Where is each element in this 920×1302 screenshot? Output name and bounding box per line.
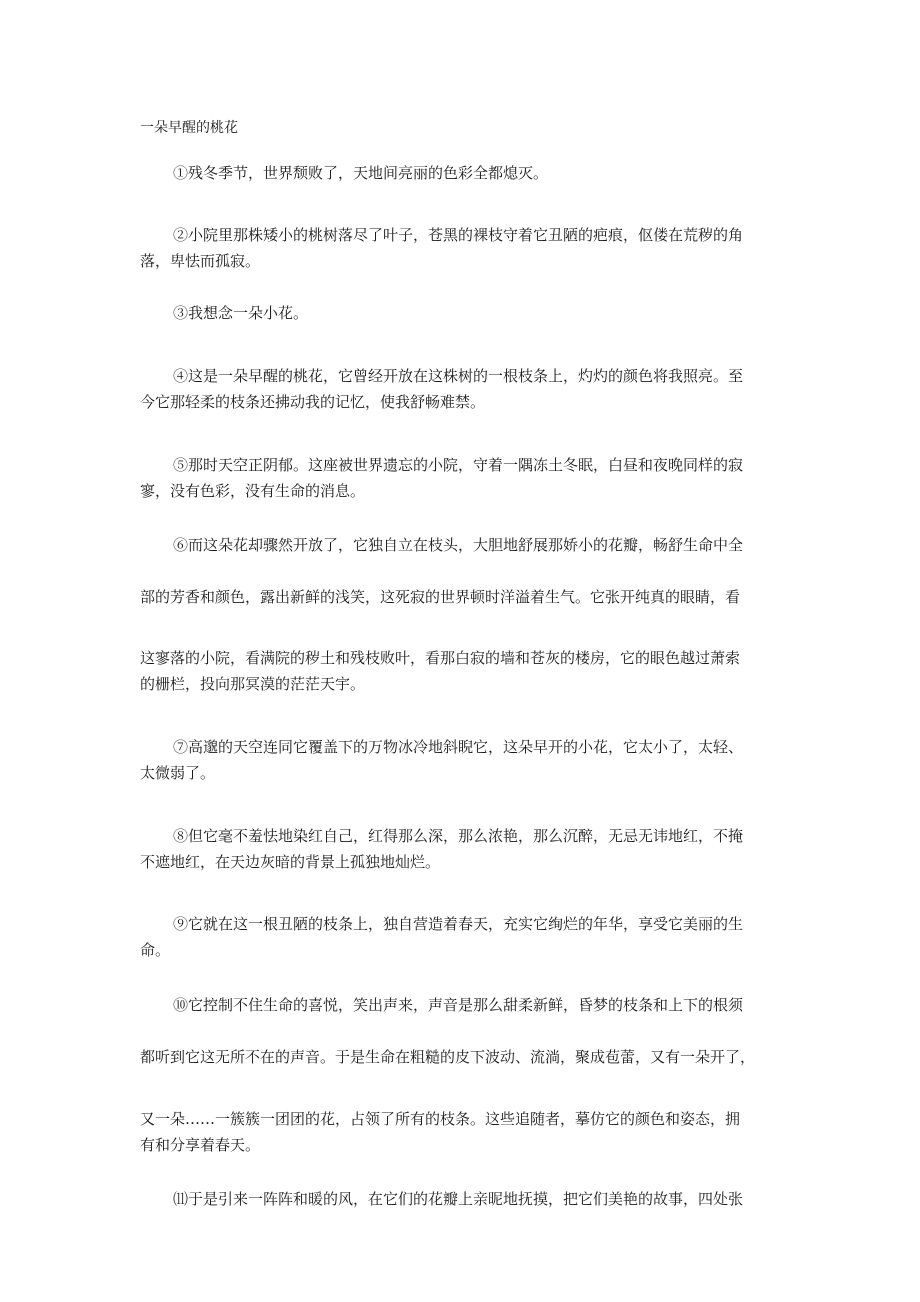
paragraph-7-line-1: ⑦高邈的天空连同它覆盖下的万物冰冷地斜睨它，这朵早开的小花，它太小了，太轻、	[173, 738, 744, 756]
paragraph-7-line-2: 太微弱了。	[140, 764, 216, 782]
document-title: 一朵早醒的桃花	[140, 120, 238, 136]
paragraph-10-line-3: 又一朵……一簇簇一团团的花，占领了所有的枝条。这些追随者，摹仿它的颜色和姿态，拥	[140, 1110, 741, 1128]
paragraph-2-line-1: ②小院里那株矮小的桃树落尽了叶子，苍黑的裸枝守着它丑陋的疤痕，伛偻在荒秽的角	[173, 226, 744, 244]
paragraph-9-line-1: ⑨它就在这一根丑陋的枝条上，独自营造着春天，充实它绚烂的年华，享受它美丽的生	[173, 915, 744, 933]
paragraph-5-line-2: 寥，没有色彩，没有生命的消息。	[140, 482, 366, 500]
paragraph-1-line-1: ①残冬季节，世界颓败了，天地间亮丽的色彩全都熄灭。	[173, 164, 549, 182]
paragraph-6-line-4: 的栅栏，投向那冥漠的茫茫天宇。	[140, 675, 366, 693]
paragraph-6-line-1: ⑥而这朵花却骤然开放了，它独自立在枝头，大胆地舒展那娇小的花瓣，畅舒生命中全	[173, 536, 744, 554]
paragraph-9-line-2: 命。	[140, 941, 171, 959]
paragraph-4-line-1: ④这是一朵早醒的桃花，它曾经开放在这株树的一根枝条上，灼灼的颜色将我照亮。至	[173, 367, 744, 385]
paragraph-10-line-2: 都听到它这无所不在的声音。于是生命在粗糙的皮下波动、流淌，聚成苞蕾，又有一朵开了，	[140, 1048, 756, 1066]
paragraph-2-line-2: 落，卑怯而孤寂。	[140, 252, 261, 270]
paragraph-5-line-1: ⑤那时天空正阴郁。这座被世界遗忘的小院，守着一隅冻土冬眠，白昼和夜晚同样的寂	[173, 456, 744, 474]
paragraph-10-line-1: ⑩它控制不住生命的喜悦，笑出声来，声音是那么甜柔新鲜，昏梦的枝条和上下的根须	[173, 996, 744, 1014]
paragraph-10-line-4: 有和分享着春天。	[140, 1136, 261, 1154]
paragraph-6-line-3: 这寥落的小院，看满院的秽土和残枝败叶，看那白寂的墙和苍灰的楼房，它的眼色越过萧索	[140, 649, 741, 667]
paragraph-11-line-1: ⑾于是引来一阵阵和暖的风，在它们的花瓣上亲昵地抚摸，把它们美艳的故事，四处张	[173, 1190, 744, 1208]
paragraph-4-line-2: 今它那轻柔的枝条还拂动我的记忆，使我舒畅难禁。	[140, 393, 486, 411]
paragraph-3-line-1: ③我想念一朵小花。	[173, 304, 309, 322]
paragraph-6-line-2: 部的芳香和颜色，露出新鲜的浅笑，这死寂的世界顿时洋溢着生气。它张开纯真的眼睛，看	[140, 588, 741, 606]
paragraph-8-line-2: 不遮地红，在天边灰暗的背景上孤独地灿烂。	[140, 853, 441, 871]
paragraph-8-line-1: ⑧但它毫不羞怯地染红自己，红得那么深，那么浓艳，那么沉醉，无忌无讳地红，不掩	[173, 827, 744, 845]
